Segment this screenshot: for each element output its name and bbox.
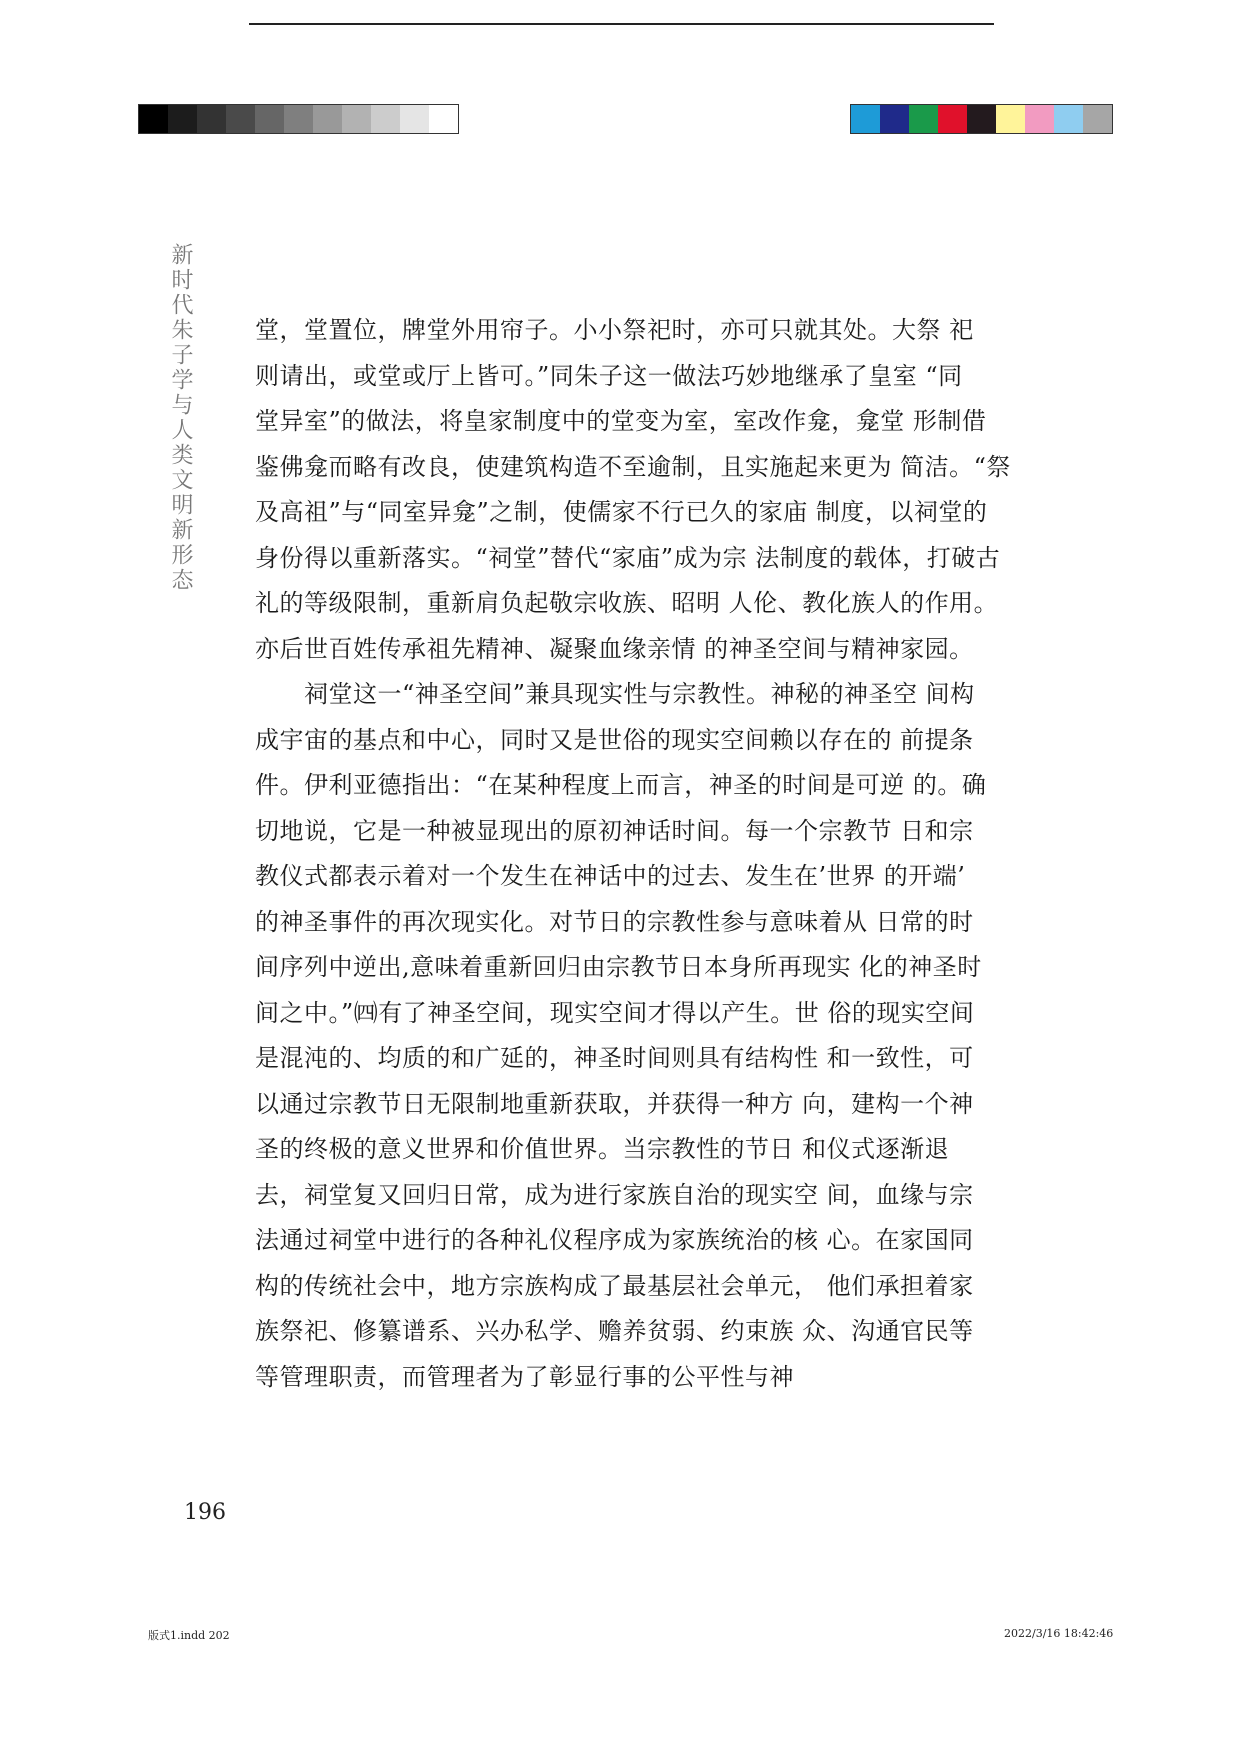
gray-swatch	[313, 105, 342, 133]
gray-swatch	[400, 105, 429, 133]
footer-file-name: 版式1.indd 202	[148, 1629, 230, 1642]
gray-swatch	[255, 105, 284, 133]
text-line: 构的传统社会中，地方宗族构成了最基层社会单元， 他们承担着家	[255, 1271, 974, 1300]
gray-swatch	[429, 105, 458, 133]
color-calibration-bar	[850, 104, 1113, 134]
grayscale-calibration-bar	[138, 104, 459, 134]
gray-swatch	[371, 105, 400, 133]
text-line: 的神圣事件的再次现实化。对节日的宗教性参与意味着从 日常的时	[255, 907, 974, 936]
body-text	[255, 308, 1011, 1400]
text-line: 堂，堂置位，牌堂外用帘子。小小祭祀时，亦可只就其处。大祭 祀	[255, 316, 974, 344]
gray-swatch	[226, 105, 255, 133]
color-swatch	[1025, 105, 1054, 133]
gray-swatch	[197, 105, 226, 133]
gray-swatch	[139, 105, 168, 133]
text-line: 法通过祠堂中进行的各种礼仪程序成为家族统治的核 心。在家国同	[255, 1226, 974, 1254]
gray-swatch	[284, 105, 313, 133]
text-line: 去，祠堂复又回归日常，成为进行家族自治的现实空 间，血缘与宗	[255, 1180, 974, 1209]
text-line: 圣的终极的意义世界和价值世界。当宗教性的节日 和仪式逐渐退	[255, 1135, 950, 1163]
text-line: 教仪式都表示着对一个发生在神话中的过去、发生在’世界 的开端’	[255, 862, 966, 890]
text-line: 身份得以重新落实。“祠堂”替代“家庙”成为宗 法制度的载体，打破古	[255, 543, 1001, 572]
text-line: 件。伊利亚德指出：“在某种程度上而言，神圣的时间是可逆 的。确	[255, 771, 987, 799]
text-line: 及高祖”与“同室异龛”之制，使儒家不行已久的家庙 制度，以祠堂的	[255, 498, 988, 526]
text-line: 切地说，它是一种被显现出的原初神话时间。每一个宗教节 日和宗	[255, 816, 974, 845]
top-rule	[249, 23, 994, 25]
text-line: 间序列中逆出,意味着重新回归由宗教节日本身所再现实 化的神圣时	[255, 953, 982, 981]
color-swatch	[967, 105, 996, 133]
color-swatch	[1083, 105, 1112, 133]
color-swatch	[1054, 105, 1083, 133]
running-head-vertical-title: 新时代朱子学与人类文明新形态	[168, 243, 193, 593]
text-line: 则请出，或堂或厅上皆可。”同朱子这一做法巧妙地继承了皇室 “同	[255, 361, 963, 390]
color-swatch	[996, 105, 1025, 133]
color-swatch	[851, 105, 880, 133]
text-line: 以通过宗教节日无限制地重新获取，并获得一种方 向，建构一个神	[255, 1089, 974, 1118]
color-swatch	[880, 105, 909, 133]
text-line: 亦后世百姓传承祖先精神、凝聚血缘亲情 的神圣空间与精神家园。	[255, 634, 974, 663]
text-line: 礼的等级限制，重新肩负起敬宗收族、昭明 人伦、教化族人的作用。	[255, 589, 999, 617]
text-line: 等管理职责，而管理者为了彰显行事的公平性与神	[255, 1362, 794, 1391]
text-line: 间之中。”㈣有了神圣空间，现实空间才得以产生。世 俗的现实空间	[255, 998, 975, 1027]
text-line: 族祭祀、修纂谱系、兴办私学、赡养贫弱、约束族 众、沟通官民等	[255, 1317, 974, 1345]
page-number: 196	[184, 1500, 226, 1525]
gray-swatch	[342, 105, 371, 133]
text-line: 堂异室”的做法，将皇家制度中的堂变为室，室改作龛，龛堂 形制借	[255, 407, 987, 435]
footer-timestamp: 2022/3/16 18:42:46	[1004, 1627, 1114, 1640]
text-line: 祠堂这一“神圣空间”兼具现实性与宗教性。神秘的神圣空 间构	[255, 680, 975, 708]
text-line: 是混沌的、均质的和广延的，神圣时间则具有结构性 和一致性，可	[255, 1044, 974, 1072]
color-swatch	[938, 105, 967, 133]
gray-swatch	[168, 105, 197, 133]
text-line: 成宇宙的基点和中心，同时又是世俗的现实空间赖以存在的 前提条	[255, 725, 974, 754]
text-line: 鉴佛龛而略有改良，使建筑构造不至逾制，且实施起来更为 简洁。“祭	[255, 452, 1011, 481]
color-swatch	[909, 105, 938, 133]
